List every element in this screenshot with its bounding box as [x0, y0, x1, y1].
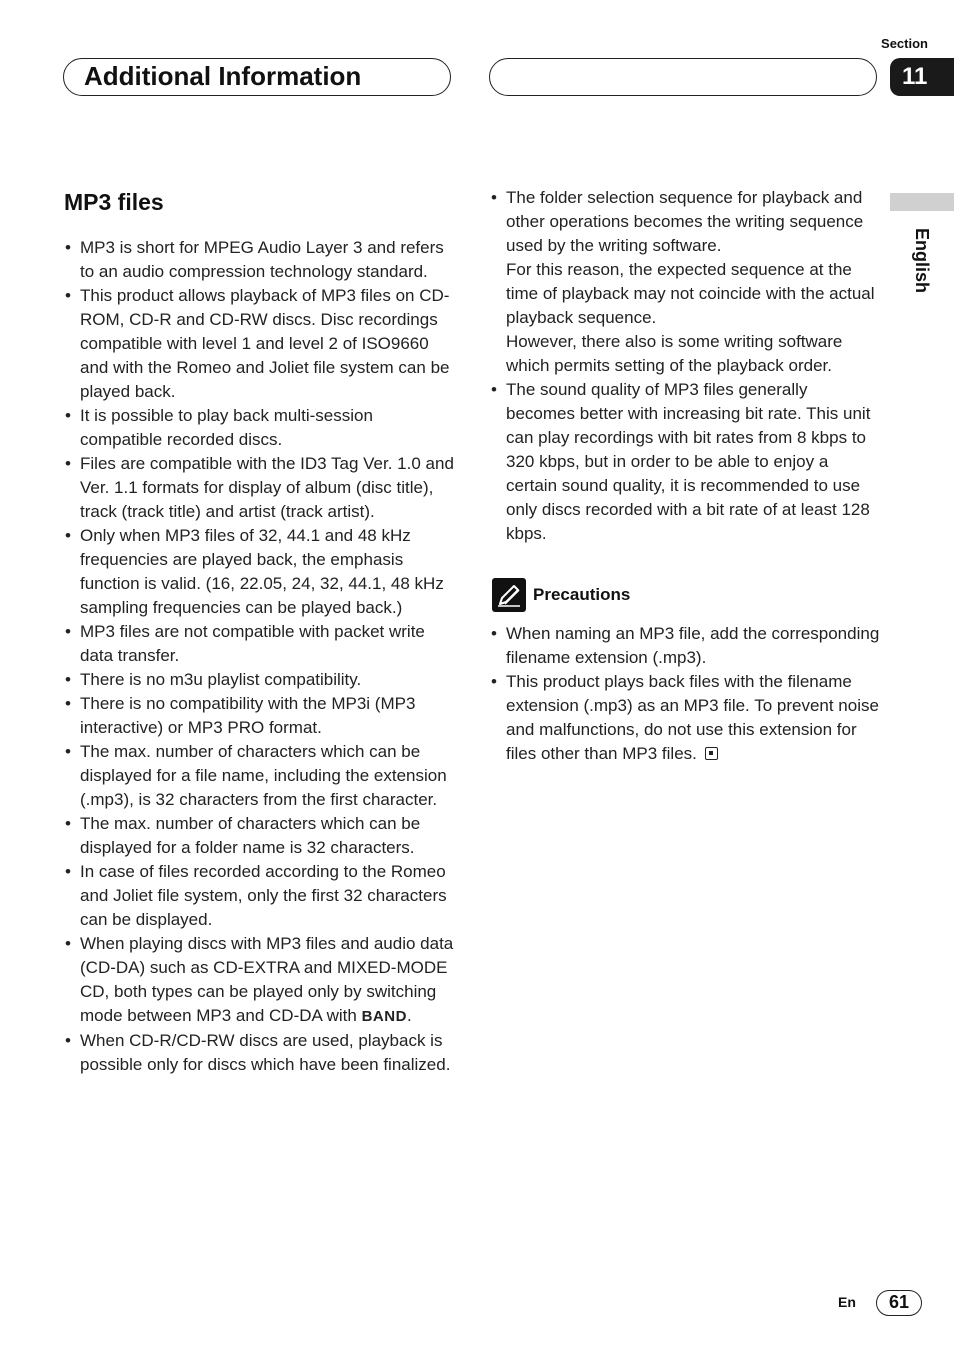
list-item: • In case of files recorded according to the Romeo and Joliet file system, only the first 32 characters can be displayed.: [64, 860, 454, 932]
folder-bullet-line: However, there also is some writing software which permits setting of the playback order.: [506, 332, 843, 375]
list-item: • It is possible to play back multi-session compatible recorded discs.: [64, 404, 454, 452]
language-tab-marker: [890, 193, 954, 211]
list-item-folder: [490, 186, 880, 378]
right-column: [490, 186, 880, 766]
footer-language-code: En: [838, 1294, 856, 1310]
list-item: • This product allows playback of MP3 files on CD-ROM, CD-R and CD-RW discs. Disc recordings compatible with level 1 and level 2 of ISO9660 and with the Romeo and Joliet file system can be played back.: [64, 284, 454, 404]
end-mark-icon: [705, 747, 718, 760]
page-title: Additional Information: [84, 61, 362, 91]
list-item-last: [490, 670, 880, 766]
list-item: • There is no m3u playlist compatibility.: [64, 668, 454, 692]
band-bullet-text: When playing discs with MP3 files and audio data (CD-DA) such as CD-EXTRA and MIXED-MODE CD, both types can be played only by switching mode between MP3 and CD-DA with: [80, 934, 454, 1025]
list-item: • MP3 files are not compatible with packet write data transfer.: [64, 620, 454, 668]
language-label: English: [912, 228, 932, 294]
header-title-box: [63, 58, 451, 96]
section-label: Section: [881, 36, 928, 51]
list-item: • When naming an MP3 file, add the corresponding filename extension (.mp3).: [490, 622, 880, 670]
list-item: • There is no compatibility with the MP3i (MP3 interactive) or MP3 PRO format.: [64, 692, 454, 740]
language-tab: [912, 228, 932, 308]
list-item-band: [64, 932, 454, 1029]
band-bullet-end: .: [406, 1006, 412, 1025]
folder-bullet-line: • The folder selection sequence for playback and other operations becomes the writing sequence used by the writing software.: [506, 188, 864, 255]
list-item: • The sound quality of MP3 files generally becomes better with increasing bit rate. This unit can play recordings with bit rates from 8 kbps to 320 kbps, but in order to be able to enjoy a certain sound quality, it is recommended to use only discs recorded with a bit rate of at least 128 kbps.: [490, 378, 880, 546]
list-item: • When CD-R/CD-RW discs are used, playback is possible only for discs which have been finalized.: [64, 1029, 454, 1077]
list-item: • The max. number of characters which can be displayed for a folder name is 32 characters.: [64, 812, 454, 860]
section-heading: MP3 files: [64, 189, 164, 215]
left-column: [64, 186, 454, 1077]
precautions-header: [490, 578, 880, 614]
list-item: • MP3 is short for MPEG Audio Layer 3 and refers to an audio compression technology standard.: [64, 236, 454, 284]
mp3-bullet-list: [64, 236, 454, 1077]
precaution-text: This product plays back files with the filename extension (.mp3) as an MP3 file. To prevent noise and malfunctions, do not use this extension for files other than MP3 files.: [506, 672, 879, 763]
folder-bullet-line: For this reason, the expected sequence at the time of playback may not coincide with the actual playback sequence.: [506, 260, 875, 327]
header-blank-box: [489, 58, 877, 96]
pencil-note-icon: [492, 578, 526, 612]
list-item: • Files are compatible with the ID3 Tag Ver. 1.0 and Ver. 1.1 formats for display of album (disc title), track (track title) and artist (track artist).: [64, 452, 454, 524]
list-item: • The max. number of characters which can be displayed for a file name, including the extension (.mp3), is 32 characters from the first character.: [64, 740, 454, 812]
list-item: • Only when MP3 files of 32, 44.1 and 48 kHz frequencies are played back, the emphasis function is valid. (16, 22.05, 24, 32, 44.1, 48 kHz sampling frequencies can be played back.): [64, 524, 454, 620]
section-number-badge: 11: [890, 58, 954, 96]
precautions-list: [490, 622, 880, 766]
mp3-bullet-list-continued: [490, 186, 880, 546]
precautions-title: Precautions: [533, 585, 631, 604]
page-number: 61: [876, 1290, 922, 1316]
band-button-label: BAND: [361, 1008, 407, 1025]
